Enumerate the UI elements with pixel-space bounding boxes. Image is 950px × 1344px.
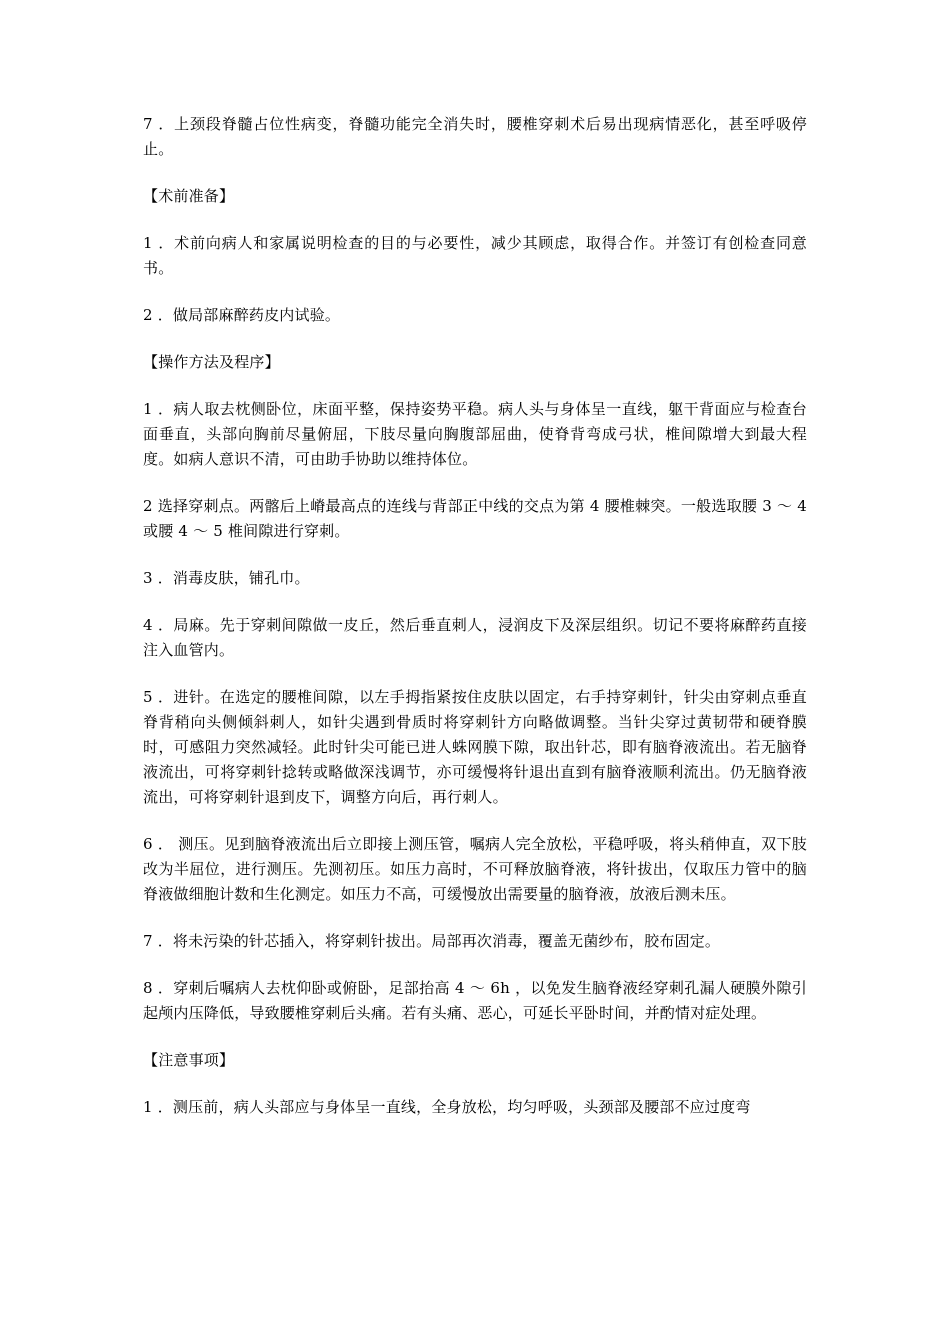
paragraph-procedure-2: 2 选择穿刺点。两髂后上嵴最高点的连线与背部正中线的交点为第 4 腰椎棘突。一般选取腰 3 ～ 4 或腰 4 ～ 5 椎间隙进行穿刺。 — [143, 497, 807, 540]
paragraph-procedure-5: 5 ．进针。在选定的腰椎间隙，以左手拇指紧按住皮肤以固定，右手持穿刺针，针尖由穿刺点垂直脊背稍向头侧倾斜刺人，如针尖遇到骨质时将穿刺针方向略做调整。当针尖穿过黄韧带和硬脊膜时，可感阻力突然减轻。此时针尖可能已进人蛛网膜下隙，取出针芯，即有脑脊液流出。若无脑脊液流出，可将穿刺针捻转或略做深浅调节，亦可缓慢将针退出直到有脑脊液顺利流出。仍无脑脊液流出，可将穿刺针退到皮下，调整方向后，再行刺人。 — [143, 688, 807, 806]
paragraph-procedure-3: 3 ．消毒皮肤，铺孔巾。 — [143, 569, 310, 587]
document-page — [143, 112, 807, 1120]
section-heading-procedure: 【操作方法及程序】 — [143, 353, 280, 371]
section-heading-notes: 【注意事项】 — [143, 1051, 235, 1069]
paragraph-procedure-1: 1 ．病人取去枕侧卧位，床面平整，保持姿势平稳。病人头与身体呈一直线，躯干背面应与检查台面垂直，头部向胸前尽量俯屈，下肢尽量向胸腹部屈曲，使脊背弯成弓状，椎间隙增大到最大程度。如病人意识不清，可由助手协助以维持体位。 — [143, 400, 807, 468]
paragraph-procedure-4: 4 ．局麻。先于穿刺间隙做一皮丘，然后垂直刺人，浸润皮下及深层组织。切记不要将麻醉药直接注入血管内。 — [143, 616, 807, 659]
paragraph-preparation-1: 1 ．术前向病人和家属说明检查的目的与必要性，减少其顾虑，取得合作。并签订有创检查同意书。 — [143, 234, 807, 277]
paragraph-preparation-2: 2 ．做局部麻醉药皮内试验。 — [143, 306, 341, 324]
paragraph-notes-1: 1 ．测压前，病人头部应与身体呈一直线，全身放松，均匀呼吸，头颈部及腰部不应过度弯 — [143, 1098, 751, 1116]
section-heading-preparation: 【术前准备】 — [143, 187, 235, 205]
paragraph-procedure-6: 6 ． 测压。见到脑脊液流出后立即接上测压管，嘱病人完全放松，平稳呼吸，将头稍伸直，双下肢改为半屈位，进行测压。先测初压。如压力高时，不可释放脑脊液，将针拔出，仅取压力管中的脑脊液做细胞计数和生化测定。如压力不高，可缓慢放出需要量的脑脊液，放液后测未压。 — [143, 835, 807, 903]
paragraph-procedure-7: 7 ．将未污染的针芯插入，将穿刺针拔出。局部再次消毒，覆盖无菌纱布，胶布固定。 — [143, 932, 721, 950]
paragraph-procedure-8: 8 ．穿刺后嘱病人去枕仰卧或俯卧，足部抬高 4 ～ 6h ，以免发生脑脊液经穿刺孔漏人硬膜外隙引起颅内压降低，导致腰椎穿刺后头痛。若有头痛、恶心，可延长平卧时间，并酌情对症处理。 — [143, 979, 807, 1022]
paragraph-contraindication-7: 7 ．上颈段脊髓占位性病变，脊髓功能完全消失时，腰椎穿刺术后易出现病情恶化，甚至呼吸停止。 — [143, 115, 807, 158]
